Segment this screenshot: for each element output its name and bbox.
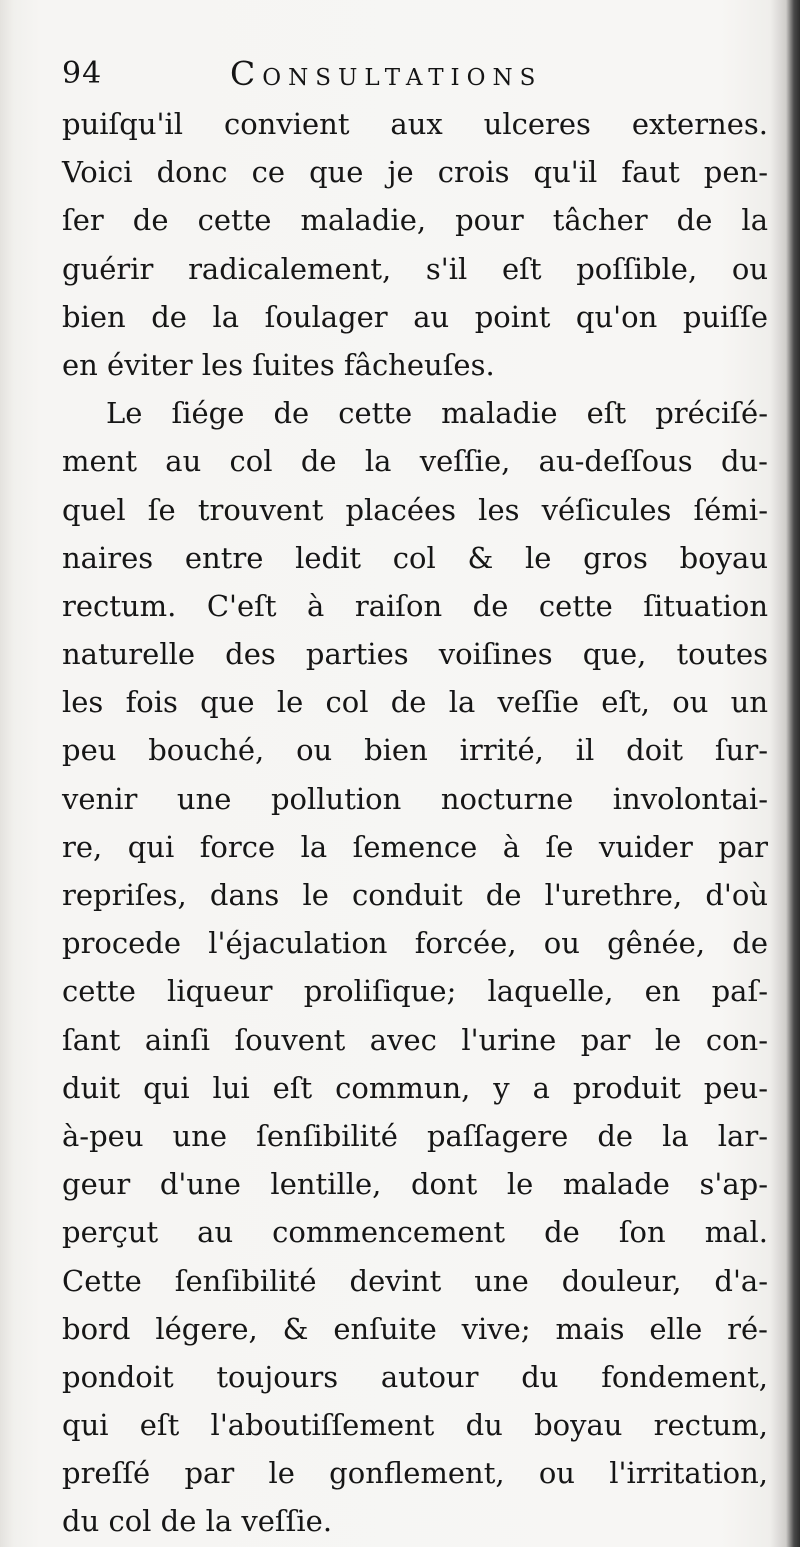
body-text <box>62 100 768 1546</box>
text-line: Voici donc ce que je crois qu'il faut pen- <box>62 155 768 190</box>
text-line: pondoit toujours autour du fondement, <box>62 1359 768 1394</box>
text-line: à-peu une ſenſibilité paſſagere de la lar- <box>62 1118 768 1153</box>
text-line: Le ſiége de cette maladie eſt préciſé- <box>106 396 768 431</box>
text-line: ſer de cette maladie, pour tâcher de la <box>62 203 768 238</box>
text-line: re, qui force la ſemence à ſe vuider par <box>62 829 768 864</box>
text-line: duit qui lui eſt commun, y a produit peu- <box>62 1070 768 1105</box>
text-line: cette liqueur proliſique; laquelle, en paſ- <box>62 974 768 1009</box>
text-line: geur d'une lentille, dont le malade s'ap- <box>62 1167 768 1202</box>
text-line: guérir radicalement, s'il eſt poſſible, ou <box>62 251 768 286</box>
text-line: procede l'éjaculation forcée, ou gênée, de <box>62 926 768 961</box>
text-line: ſant ainſi ſouvent avec l'urine par le con- <box>62 1022 768 1057</box>
text-line: repriſes, dans le conduit de l'urethre, d'où <box>62 878 768 912</box>
text-line: qui eſt l'aboutiſſement du boyau rectum, <box>62 1408 768 1443</box>
text-line: bien de la ſoulager au point qu'on puiſſe <box>62 299 768 334</box>
text-line: puiſqu'il convient aux ulceres externes. <box>62 107 768 141</box>
text-line: ment au col de la veſſie, au-deſſous du- <box>62 444 768 479</box>
text-line: du col de la veſſie. <box>62 1504 333 1539</box>
text-line: bord légere, & enſuite vive; mais elle ré- <box>62 1311 768 1346</box>
text-line: peu bouché, ou bien irrité, il doit ſur- <box>62 733 768 768</box>
text-line: perçut au commencement de ſon mal. <box>62 1215 768 1250</box>
text-line: venir une pollution nocturne involontai- <box>62 781 768 816</box>
running-title: Consultations <box>230 54 543 93</box>
text-line: rectum. C'eſt à raiſon de cette ſituation <box>62 588 768 623</box>
page-number: 94 <box>62 56 103 91</box>
text-line: les fois que le col de la veſſie eſt, ou un <box>62 685 768 720</box>
text-line: Cette ſenſibilité devint une douleur, d'a- <box>62 1263 768 1298</box>
text-line: naturelle des parties voiſines que, toutes <box>62 637 768 672</box>
text-line: preſſé par le gonflement, ou l'irritation, <box>62 1456 768 1491</box>
page-header <box>62 52 782 102</box>
text-line: quel ſe trouvent placées les véſicules ſémi- <box>62 492 768 527</box>
text-line: en éviter les ſuites fâcheuſes. <box>62 347 495 382</box>
text-line: naires entre ledit col & le gros boyau <box>62 540 768 575</box>
